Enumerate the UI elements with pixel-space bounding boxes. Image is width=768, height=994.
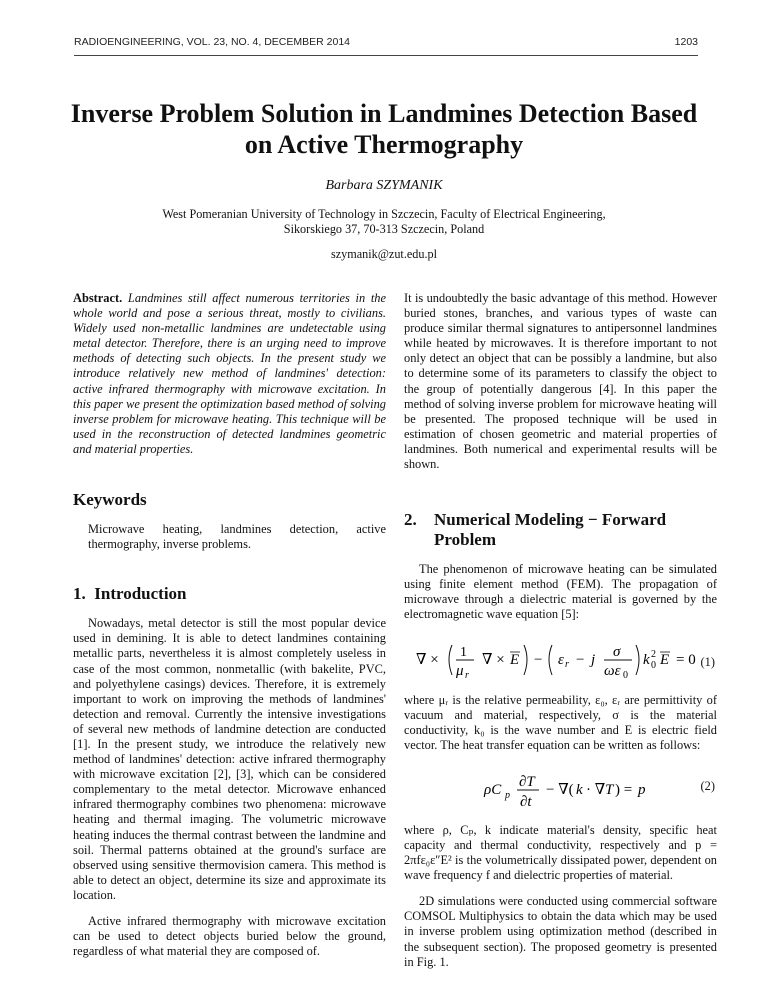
paper-title: Inverse Problem Solution in Landmines Detection Based on Active Thermography [70,99,698,159]
abstract [73,291,386,457]
section-2-heading [404,510,717,550]
section-2-paragraph-2: where μᵣ is the relative permeability, ε₀, εᵣ are permittivity of vacuum and material, respectively, σ is the material conductivity, k₀ is the wave number and E is electric field vector. The heat transfer equation can be written as follows: [404,692,717,752]
svg-text:−: − [534,651,543,668]
equation-2-number: (2) [700,778,715,793]
section-2-title-line-2: Problem [434,530,497,550]
svg-text:ωε: ωε [604,662,621,679]
svg-text:σ: σ [613,643,621,660]
svg-text:∇ ×: ∇ × [482,651,505,668]
journal-citation: RADIOENGINEERING, VOL. 23, NO. 4, DECEMBER 2014 [74,36,350,48]
intro-paragraph-2: Active infrared thermography with microwave excitation can be used to detect objects buried below the ground, regardless of what material they are composed of. [73,914,386,959]
svg-text:∂T: ∂T [519,773,535,790]
svg-text:− ∇(: − ∇( [546,781,574,798]
svg-text:) =: ) = [615,781,633,798]
equation-2-formula [404,765,704,813]
svg-text:= 0: = 0 [676,651,696,668]
svg-text:E: E [660,651,670,668]
affiliation [60,207,708,237]
svg-text:∂t: ∂t [520,793,532,810]
svg-text:ρC: ρC [484,781,502,798]
section-2-paragraph-3: where ρ, Cₚ, k indicate material's density, specific heat capacity and thermal conductivity, respectively and p = 2πfε₀ε″E² is the volumetrically dissipated power, dependent on wave frequency f and dielectric properties of material. [404,822,717,883]
svg-text:ε: ε [558,651,564,668]
left-column [73,291,386,959]
equation-1 [404,635,717,683]
equation-1-number: (1) [700,654,715,669]
author-name: Barbara SZYMANIK [325,178,443,193]
equation-1-formula [404,635,704,683]
intro-paragraph-1: Nowadays, metal detector is still the most popular device used in demining. It is able to detect landmines containing metallic parts, nevertheless it is almost completely useless in case of the most common, nonmetallic (with bakelite, PVC, and polyethylene casings) devices. Therefore, it is extremely important to work on improving the methods of landmines' detection and removal. Currently the intensive investigations of several new methods of landmine detection are conducted [1]. In the present study, we introduce the relatively new method of landmines' detection: active infrared thermography with microwave excitation [2], [3], which can be considered complementary to the metal detector. Microwave enhanced infrared thermography combines two phenomena: microwave heating and thermal imaging. The volumetric microwave heating induces the thermal contrast between the landmine and soil. Thermal patterns obtained at the ground's surface are observed using sensitive thermovision camera. This method is able to detect an object, determine its size and approximate its location. [73,616,386,902]
intro-paragraph-continued: It is undoubtedly the basic advantage of this method. However buried stones, branches, and various types of waste can produce similar thermal signatures to antipersonnel landmines while heated by microwaves. It is therefore important to not only detect an object that can be possibly a landmine, but also to determine some of its parameters to classify the object to the group of potentially dangerous [4]. In this paper the method of solving inverse problem for microwave heating will be presented. The proposed technique will be used in estimation of chosen geometric and material properties of landmines. Both numerical and experimental results will be shown. [404,291,717,472]
page-number: 1203 [674,36,698,48]
equation-2 [404,765,717,813]
author-email[interactable]: szymanik@zut.edu.pl [331,247,437,261]
section-2-paragraph-4: 2D simulations were conducted using commercial software COMSOL Multiphysics to obtain the data which may be used in inverse problem using optimization method (described in the subsequent section). The proposed geometry is presented in Fig. 1. [404,894,717,969]
svg-text:j: j [591,651,596,668]
svg-text:r: r [465,669,469,681]
svg-text:2: 2 [651,648,656,660]
svg-text:p: p [505,789,510,801]
svg-text:1: 1 [460,644,467,660]
svg-text:k: k [576,781,583,798]
abstract-label: Abstract. [73,291,123,305]
svg-text:· ∇: · ∇ [586,781,606,798]
section-1-heading: 1. Introduction [73,584,187,604]
svg-text:∇ ×: ∇ × [416,651,439,668]
abstract-text: Landmines still affect numerous territories in the whole world and pose a serious threat, mostly to civilians. Widely used non-metallic landmines are undetectable using metal detector. Therefore, there is an urging need to improve methods of detecting such objects. In the present study we introduce relatively new method of landmines' detection: active infrared thermography with microwave excitation. In this paper we present the optimization based method of solving inverse problem for microwave heating. This technique will be used in the reconstruction of detected landmines geometric and material properties. [73,291,386,456]
svg-text:r: r [565,658,569,670]
svg-text:k: k [643,651,650,668]
svg-text:0: 0 [651,659,656,671]
section-2-title-line-1: Numerical Modeling − Forward [434,510,667,530]
keywords-text: Microwave heating, landmines detection, active thermography, inverse problems. [88,522,386,552]
svg-text:T: T [605,781,614,798]
svg-text:−: − [576,651,585,668]
svg-text:p: p [638,781,646,798]
affiliation-line-2: Sikorskiego 37, 70-313 Szczecin, Poland [283,222,485,236]
right-column [404,291,717,970]
section-2-number: 2. [404,510,417,530]
affiliation-line-1: West Pomeranian University of Technology in Szczecin, Faculty of Electrical Engineering, [162,207,606,221]
section-2-paragraph-1: The phenomenon of microwave heating can be simulated using finite element method (FEM). The propagation of microwave through a dielectric material is governed by the electromagnetic wave equation [5]: [404,562,717,622]
svg-text:E: E [510,651,520,668]
svg-text:0: 0 [623,669,628,681]
keywords-heading: Keywords [73,490,147,510]
header-rule [74,55,698,56]
svg-text:μ: μ [456,662,464,679]
